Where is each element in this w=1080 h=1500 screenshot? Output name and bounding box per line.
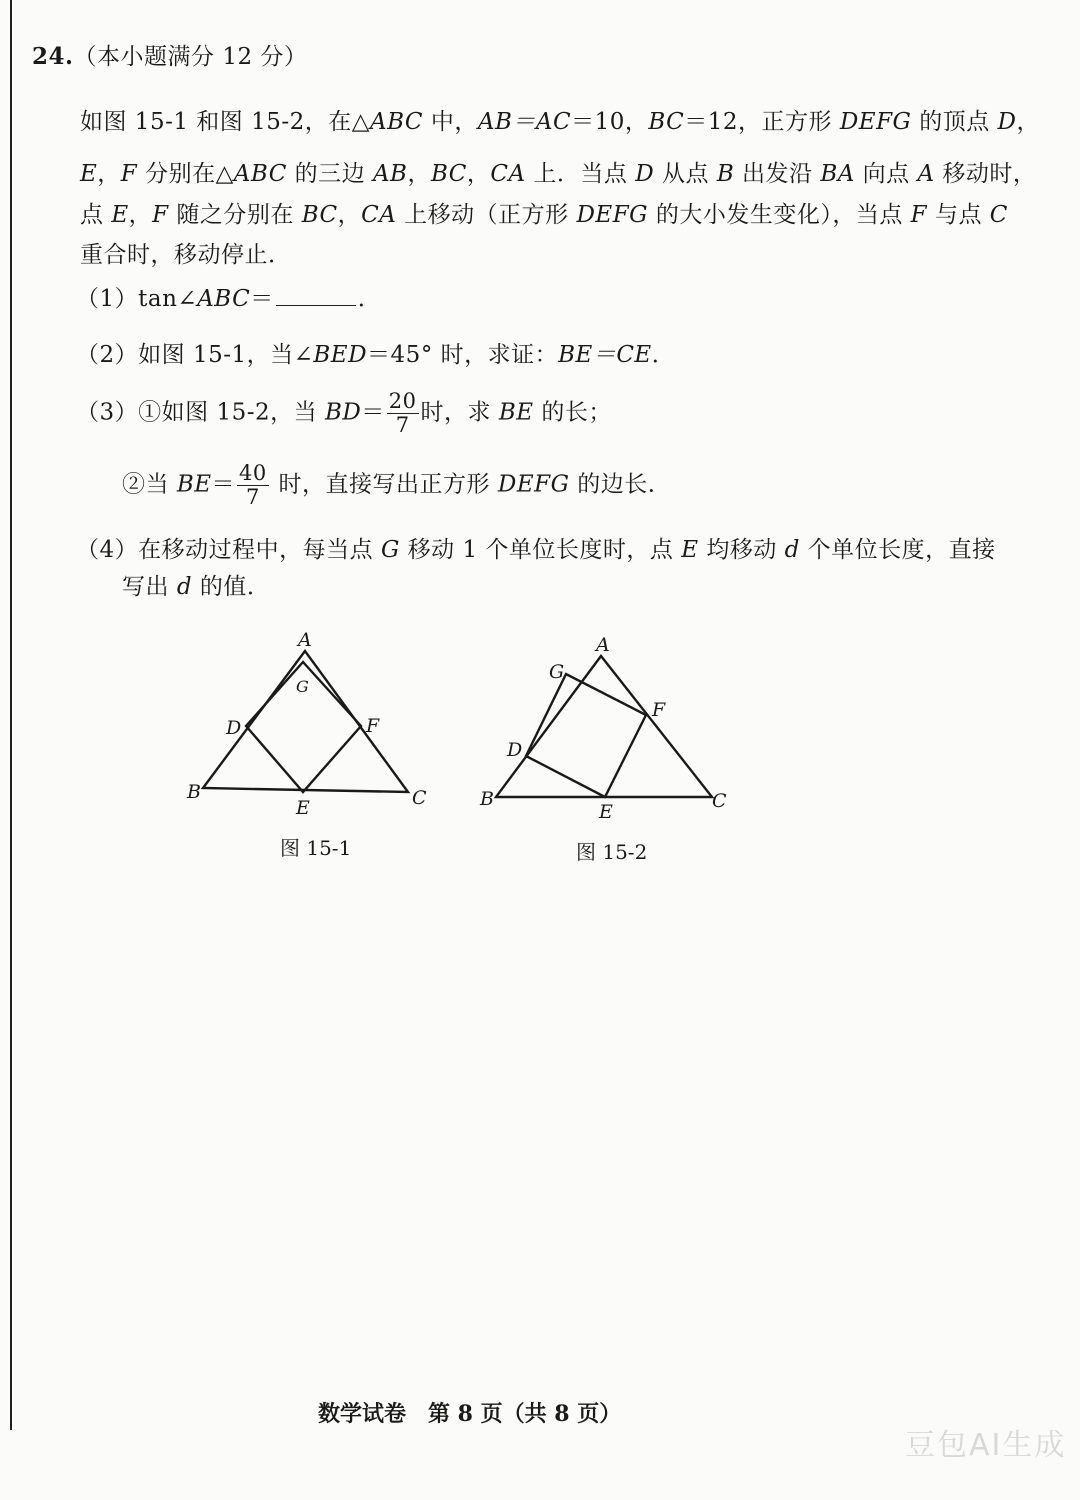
stem-text: 重合时，移动停止． bbox=[80, 242, 292, 268]
stem-math: BC bbox=[430, 161, 467, 187]
question-header bbox=[32, 42, 307, 72]
stem-math: AB＝AC bbox=[477, 109, 572, 135]
part-math: BD bbox=[324, 399, 362, 426]
stem-text: ， bbox=[128, 202, 153, 228]
fig2-label-d: D bbox=[507, 739, 523, 761]
stem-text: 上移动（正方形 bbox=[396, 202, 577, 228]
part-3-1 bbox=[76, 390, 612, 437]
fig1-label-b: B bbox=[187, 781, 201, 803]
part-text: 移动 1 个单位长度时，点 bbox=[399, 537, 682, 563]
stem-math: E bbox=[80, 161, 98, 187]
part-label: （4） bbox=[76, 537, 139, 563]
figures-svg bbox=[0, 600, 1080, 1500]
stem-text: 如图 15-1 和图 15-2，在△ bbox=[80, 109, 370, 135]
part-text: 均移动 bbox=[698, 537, 785, 563]
fig1-label-f: F bbox=[366, 715, 380, 737]
part-text: ①如图 15-2，当 bbox=[138, 399, 325, 426]
stem-text: ， bbox=[337, 202, 362, 228]
stem-text: ， bbox=[1016, 109, 1040, 135]
triangle-abc-2 bbox=[496, 656, 712, 797]
fig2-label-e: E bbox=[599, 801, 613, 823]
fraction-numerator: 40 bbox=[239, 461, 267, 485]
stem-math: B bbox=[716, 161, 735, 187]
stem-math: BC bbox=[301, 202, 338, 228]
fig2-label-c: C bbox=[712, 790, 727, 812]
fig1-label-d: D bbox=[226, 717, 242, 739]
stem-text: 与点 bbox=[927, 202, 990, 228]
part-math: E bbox=[681, 537, 699, 563]
stem-math: BC bbox=[648, 109, 685, 135]
figure-caption-15-2: 图 15-2 bbox=[576, 840, 648, 864]
part-text: ＝ bbox=[361, 399, 385, 426]
figure-15-2 bbox=[496, 656, 712, 797]
stem-text: 出发沿 bbox=[734, 161, 821, 187]
part-math: G bbox=[380, 537, 400, 563]
stem-math: C bbox=[989, 202, 1008, 228]
part-math: BE＝CE bbox=[558, 342, 652, 368]
stem-text: ＝10， bbox=[571, 109, 649, 135]
figure-caption-15-1: 图 15-1 bbox=[280, 836, 352, 860]
part-text: 如图 15-1，当∠ bbox=[138, 342, 314, 368]
part-text: 个单位长度，直接 bbox=[799, 537, 996, 563]
stem-text: ， bbox=[407, 161, 431, 187]
part-math: d bbox=[784, 537, 800, 563]
fraction-20-7 bbox=[387, 390, 419, 437]
stem-math: CA bbox=[361, 202, 397, 228]
part-math: BE bbox=[498, 399, 534, 426]
stem-math: F bbox=[120, 161, 138, 187]
stem-text: 点 bbox=[80, 202, 112, 228]
fig2-label-f: F bbox=[652, 699, 666, 721]
stem-line-3 bbox=[80, 200, 1008, 230]
stem-text: ， bbox=[97, 161, 121, 187]
fig2-label-b: B bbox=[480, 788, 494, 810]
stem-math: A bbox=[917, 161, 935, 187]
part-4 bbox=[76, 535, 996, 565]
stem-math: E bbox=[111, 202, 129, 228]
stem-text: 中， bbox=[423, 109, 478, 135]
part-text: 在移动过程中，每当点 bbox=[138, 537, 381, 563]
part-text: ＝ bbox=[211, 471, 236, 498]
part-label: （3） bbox=[76, 399, 139, 426]
part-1 bbox=[76, 283, 381, 314]
stem-math: D bbox=[997, 109, 1017, 135]
stem-line-2 bbox=[80, 159, 1036, 189]
part-3-2 bbox=[122, 462, 671, 509]
part-text: ＝45° 时，求证： bbox=[367, 342, 559, 368]
stem-math: AB bbox=[372, 161, 408, 187]
stem-math: D bbox=[635, 161, 655, 187]
fig2-label-g: G bbox=[549, 661, 565, 683]
part-text: 时，直接写出正方形 bbox=[270, 471, 498, 498]
stem-text: 的三边 bbox=[286, 161, 373, 187]
stem-text: 移动时， bbox=[934, 161, 1037, 187]
stem-text: 从点 bbox=[654, 161, 717, 187]
stem-text: 随之分别在 bbox=[168, 202, 302, 228]
score-note: （本小题满分 12 分） bbox=[73, 44, 308, 70]
fraction-40-7 bbox=[237, 462, 269, 509]
square-defg-2 bbox=[526, 674, 646, 797]
page-footer: 数学试卷 第 8 页（共 8 页） bbox=[318, 1401, 622, 1427]
stem-text: 上．当点 bbox=[525, 161, 636, 187]
stem-math: DEFG bbox=[576, 202, 649, 228]
stem-text: ＝12，正方形 bbox=[684, 109, 840, 135]
part-text: ＝ bbox=[250, 286, 274, 312]
stem-text: 的大小发生变化），当点 bbox=[648, 202, 911, 228]
stem-math: ABC bbox=[369, 109, 424, 135]
part-label: （1） bbox=[76, 286, 139, 312]
part-text: 的长； bbox=[533, 399, 612, 426]
part-text: tan∠ bbox=[138, 286, 198, 312]
stem-math: F bbox=[910, 202, 928, 228]
fig1-label-c: C bbox=[412, 787, 427, 809]
stem-text: ， bbox=[466, 161, 491, 187]
stem-math: F bbox=[152, 202, 169, 228]
fig1-label-e: E bbox=[296, 797, 310, 819]
stem-math: CA bbox=[490, 161, 526, 187]
stem-line-1 bbox=[80, 107, 1040, 137]
part-text: ． bbox=[357, 286, 382, 312]
part-math: BED bbox=[313, 342, 368, 368]
answer-blank bbox=[276, 283, 356, 306]
part-math: DEFG bbox=[497, 471, 570, 498]
part-label: （2） bbox=[76, 342, 139, 368]
fraction-denominator: 7 bbox=[395, 413, 410, 437]
stem-math: BA bbox=[820, 161, 855, 187]
fraction-numerator: 20 bbox=[388, 389, 417, 413]
fig2-label-a: A bbox=[596, 634, 610, 656]
part-4-cont bbox=[122, 572, 270, 602]
stem-math: DEFG bbox=[839, 109, 912, 135]
stem-text: 的顶点 bbox=[911, 109, 998, 135]
stem-text: 分别在△ bbox=[137, 161, 234, 187]
fig1-label-g: G bbox=[296, 677, 309, 696]
fig1-label-a: A bbox=[298, 629, 312, 651]
stem-line-4 bbox=[80, 240, 292, 270]
part-text: 时，求 bbox=[420, 399, 499, 426]
part-math: d bbox=[176, 574, 193, 600]
fraction-denominator: 7 bbox=[245, 485, 260, 509]
watermark: 豆包AI生成 bbox=[905, 1428, 1067, 1463]
part-text: ． bbox=[651, 342, 676, 368]
stem-math: ABC bbox=[233, 161, 287, 187]
part-text: 的值． bbox=[192, 574, 271, 600]
stem-text: 向点 bbox=[854, 161, 918, 187]
part-text: 的边长． bbox=[569, 471, 672, 498]
part-2 bbox=[76, 340, 675, 370]
question-number: 24. bbox=[32, 43, 74, 70]
part-text: 写出 bbox=[122, 574, 177, 600]
part-text: ②当 bbox=[122, 471, 177, 498]
part-math: ABC bbox=[197, 286, 251, 312]
part-math: BE bbox=[176, 471, 212, 498]
